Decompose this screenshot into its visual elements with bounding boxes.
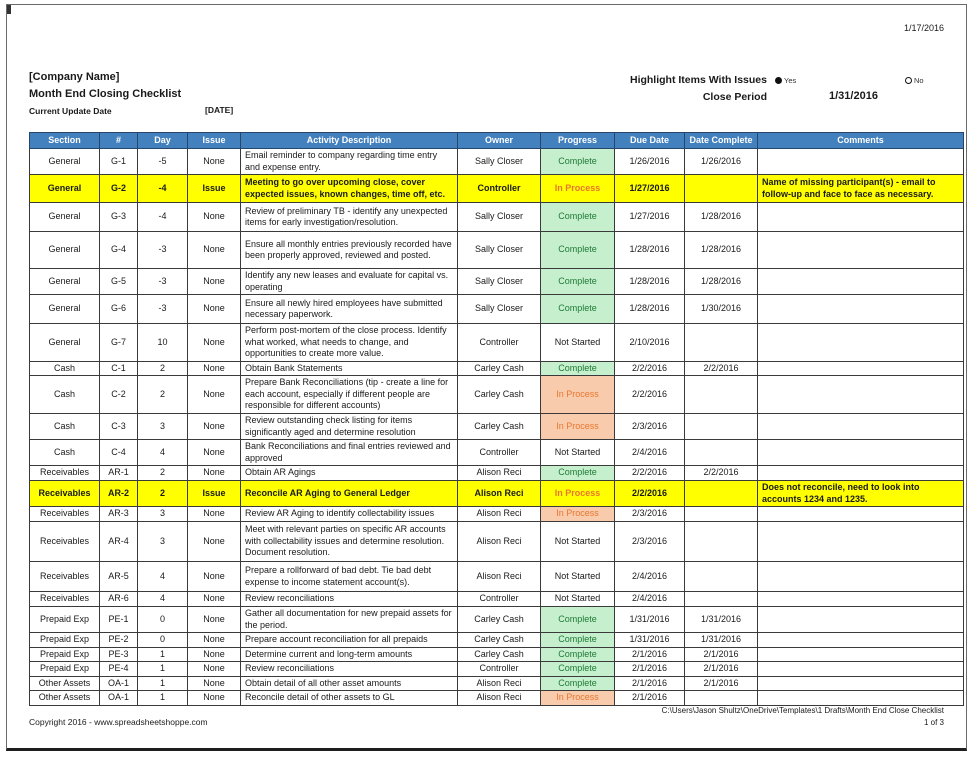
cell-comments <box>758 466 964 481</box>
cell-owner: Carley Cash <box>458 376 541 414</box>
cell-owner: Alison Reci <box>458 676 541 691</box>
cell-due-date: 1/27/2016 <box>615 175 685 203</box>
cell-due-date: 2/2/2016 <box>615 481 685 507</box>
company-name: [Company Name] <box>29 71 120 83</box>
table-row <box>30 414 964 440</box>
cell-activity-description: Obtain AR Agings <box>241 466 458 481</box>
cell-issue: None <box>188 414 241 440</box>
cell-date-complete: 1/31/2016 <box>685 607 758 633</box>
cell-activity-description: Reconcile AR Aging to General Ledger <box>241 481 458 507</box>
cell-owner: Controller <box>458 592 541 607</box>
cell-progress: Complete <box>541 203 615 232</box>
cell-activity-description: Meeting to go over upcoming close, cover expected issues, known changes, time off, etc. <box>241 175 458 203</box>
cell-comments <box>758 203 964 232</box>
cell-comments <box>758 691 964 706</box>
column-header-day: Day <box>138 133 188 149</box>
cell-activity-description: Email reminder to company regarding time entry and expense entry. <box>241 149 458 175</box>
cell-day: 4 <box>138 562 188 592</box>
cell-comments <box>758 440 964 466</box>
cell-owner: Alison Reci <box>458 522 541 562</box>
cell-owner: Carley Cash <box>458 647 541 662</box>
cell-section: Other Assets <box>30 691 100 706</box>
cell-date-complete <box>685 440 758 466</box>
highlight-yes-radio[interactable] <box>775 76 796 85</box>
table-row <box>30 324 964 362</box>
cell-progress: In Process <box>541 376 615 414</box>
footer-file-info <box>662 705 944 729</box>
table-row <box>30 592 964 607</box>
cell-progress: Complete <box>541 149 615 175</box>
spreadsheet-page <box>6 4 967 751</box>
cell-due-date: 2/1/2016 <box>615 676 685 691</box>
cell-due-date: 2/3/2016 <box>615 507 685 522</box>
cell-section: Cash <box>30 376 100 414</box>
cell-section: General <box>30 149 100 175</box>
cell-date-complete <box>685 324 758 362</box>
cell-comments <box>758 361 964 376</box>
cell-section: Prepaid Exp <box>30 607 100 633</box>
cell-due-date: 2/2/2016 <box>615 466 685 481</box>
cell-comments <box>758 232 964 269</box>
cell-date-complete <box>685 175 758 203</box>
cell-owner: Alison Reci <box>458 481 541 507</box>
radio-no-label: No <box>914 76 924 85</box>
cell-activity-description: Identify any new leases and evaluate for capital vs. operating <box>241 269 458 295</box>
cell-progress: Complete <box>541 466 615 481</box>
radio-filled-icon <box>775 77 782 84</box>
column-header-date-complete: Date Complete <box>685 133 758 149</box>
cell-number: PE-4 <box>100 662 138 677</box>
cell-issue: None <box>188 562 241 592</box>
cell-progress: Not Started <box>541 324 615 362</box>
cell-day: -3 <box>138 269 188 295</box>
cell-comments <box>758 507 964 522</box>
table-row <box>30 633 964 648</box>
cell-due-date: 1/31/2016 <box>615 633 685 648</box>
cell-due-date: 2/2/2016 <box>615 361 685 376</box>
highlight-items-label: Highlight Items With Issues <box>629 74 767 86</box>
table-row <box>30 507 964 522</box>
cell-date-complete <box>685 414 758 440</box>
cell-date-complete <box>685 592 758 607</box>
table-row <box>30 295 964 324</box>
cell-issue: None <box>188 361 241 376</box>
cell-number: G-1 <box>100 149 138 175</box>
table-row <box>30 175 964 203</box>
cell-number: PE-1 <box>100 607 138 633</box>
cell-progress: Complete <box>541 607 615 633</box>
cell-number: G-7 <box>100 324 138 362</box>
cell-issue: None <box>188 607 241 633</box>
cell-section: General <box>30 232 100 269</box>
cell-date-complete: 1/30/2016 <box>685 295 758 324</box>
cell-date-complete: 2/2/2016 <box>685 361 758 376</box>
cell-owner: Sally Closer <box>458 203 541 232</box>
cell-issue: None <box>188 232 241 269</box>
cell-number: C-1 <box>100 361 138 376</box>
cell-comments <box>758 295 964 324</box>
cell-due-date: 2/10/2016 <box>615 324 685 362</box>
cell-date-complete: 1/28/2016 <box>685 232 758 269</box>
cell-due-date: 1/28/2016 <box>615 232 685 269</box>
cell-issue: None <box>188 269 241 295</box>
cell-date-complete: 1/26/2016 <box>685 149 758 175</box>
cell-due-date: 1/28/2016 <box>615 269 685 295</box>
cell-day: 3 <box>138 507 188 522</box>
cell-owner: Sally Closer <box>458 149 541 175</box>
cell-due-date: 2/1/2016 <box>615 662 685 677</box>
cell-activity-description: Bank Reconciliations and final entries reviewed and approved <box>241 440 458 466</box>
cell-comments <box>758 149 964 175</box>
cell-due-date: 2/4/2016 <box>615 592 685 607</box>
cell-activity-description: Gather all documentation for new prepaid assets for the period. <box>241 607 458 633</box>
cell-date-complete <box>685 376 758 414</box>
cell-issue: None <box>188 592 241 607</box>
cell-activity-description: Perform post-mortem of the close process. Identify what worked, what needs to change, and opportunities to create more value. <box>241 324 458 362</box>
cell-day: 2 <box>138 376 188 414</box>
table-row <box>30 481 964 507</box>
cell-day: -4 <box>138 175 188 203</box>
cell-number: AR-3 <box>100 507 138 522</box>
cell-comments <box>758 676 964 691</box>
cell-activity-description: Ensure all monthly entries previously recorded have been properly approved, reviewed and posted. <box>241 232 458 269</box>
cell-progress: In Process <box>541 175 615 203</box>
cell-number: AR-1 <box>100 466 138 481</box>
cell-activity-description: Review reconciliations <box>241 662 458 677</box>
cell-day: -3 <box>138 295 188 324</box>
cell-issue: None <box>188 149 241 175</box>
cell-issue: Issue <box>188 481 241 507</box>
table-row <box>30 522 964 562</box>
cell-date-complete <box>685 481 758 507</box>
cell-issue: None <box>188 203 241 232</box>
page-title: Month End Closing Checklist <box>29 88 182 100</box>
cell-issue: None <box>188 676 241 691</box>
cell-owner: Carley Cash <box>458 607 541 633</box>
cell-owner: Sally Closer <box>458 295 541 324</box>
column-header-comments: Comments <box>758 133 964 149</box>
cell-date-complete: 2/2/2016 <box>685 466 758 481</box>
cell-progress: Complete <box>541 647 615 662</box>
cell-due-date: 2/4/2016 <box>615 562 685 592</box>
cell-progress: Not Started <box>541 592 615 607</box>
cell-issue: None <box>188 440 241 466</box>
cell-section: General <box>30 324 100 362</box>
cell-progress: Complete <box>541 295 615 324</box>
cell-number: PE-2 <box>100 633 138 648</box>
cell-due-date: 1/31/2016 <box>615 607 685 633</box>
page-corner-mark <box>7 5 11 14</box>
cell-issue: None <box>188 633 241 648</box>
radio-empty-icon <box>905 77 912 84</box>
cell-section: Receivables <box>30 562 100 592</box>
cell-number: AR-2 <box>100 481 138 507</box>
cell-issue: None <box>188 324 241 362</box>
cell-number: C-4 <box>100 440 138 466</box>
cell-progress: Complete <box>541 269 615 295</box>
cell-number: C-2 <box>100 376 138 414</box>
copyright-text: Copyright 2016 - www.spreadsheetshoppe.com <box>29 717 208 727</box>
cell-due-date: 2/3/2016 <box>615 522 685 562</box>
cell-progress: In Process <box>541 507 615 522</box>
cell-comments <box>758 562 964 592</box>
table-row <box>30 232 964 269</box>
column-header-section: Section <box>30 133 100 149</box>
cell-progress: In Process <box>541 691 615 706</box>
cell-issue: None <box>188 507 241 522</box>
cell-number: G-2 <box>100 175 138 203</box>
cell-date-complete <box>685 562 758 592</box>
cell-due-date: 2/1/2016 <box>615 647 685 662</box>
cell-owner: Carley Cash <box>458 633 541 648</box>
table-header-row <box>30 133 964 149</box>
cell-number: G-3 <box>100 203 138 232</box>
cell-day: 4 <box>138 440 188 466</box>
cell-number: OA-1 <box>100 691 138 706</box>
cell-section: Receivables <box>30 522 100 562</box>
column-header-activity-description: Activity Description <box>241 133 458 149</box>
cell-activity-description: Determine current and long-term amounts <box>241 647 458 662</box>
cell-owner: Controller <box>458 175 541 203</box>
print-date: 1/17/2016 <box>903 23 944 33</box>
cell-comments <box>758 662 964 677</box>
cell-number: AR-6 <box>100 592 138 607</box>
cell-comments <box>758 522 964 562</box>
cell-date-complete: 1/28/2016 <box>685 269 758 295</box>
cell-section: Prepaid Exp <box>30 647 100 662</box>
close-period-value: 1/31/2016 <box>829 90 878 102</box>
table-row <box>30 647 964 662</box>
current-update-date-label: Current Update Date <box>29 106 112 116</box>
cell-activity-description: Review AR Aging to identify collectability issues <box>241 507 458 522</box>
cell-due-date: 2/1/2016 <box>615 691 685 706</box>
cell-activity-description: Review outstanding check listing for items significantly aged and determine resolution <box>241 414 458 440</box>
cell-owner: Alison Reci <box>458 507 541 522</box>
cell-activity-description: Prepare account reconciliation for all prepaids <box>241 633 458 648</box>
cell-comments <box>758 269 964 295</box>
cell-section: Receivables <box>30 507 100 522</box>
cell-section: Prepaid Exp <box>30 662 100 677</box>
table-row <box>30 269 964 295</box>
cell-activity-description: Obtain Bank Statements <box>241 361 458 376</box>
cell-day: 1 <box>138 691 188 706</box>
cell-section: Prepaid Exp <box>30 633 100 648</box>
cell-number: AR-5 <box>100 562 138 592</box>
cell-due-date: 1/26/2016 <box>615 149 685 175</box>
table-row <box>30 691 964 706</box>
cell-date-complete: 2/1/2016 <box>685 676 758 691</box>
cell-owner: Alison Reci <box>458 691 541 706</box>
cell-comments <box>758 324 964 362</box>
cell-day: -3 <box>138 232 188 269</box>
cell-comments <box>758 647 964 662</box>
table-row <box>30 607 964 633</box>
cell-issue: Issue <box>188 175 241 203</box>
cell-activity-description: Meet with relevant parties on specific AR accounts with collectability issues and determine resolution. Document resolution. <box>241 522 458 562</box>
cell-section: Receivables <box>30 466 100 481</box>
cell-number: OA-1 <box>100 676 138 691</box>
cell-activity-description: Obtain detail of all other asset amounts <box>241 676 458 691</box>
cell-day: 10 <box>138 324 188 362</box>
cell-owner: Controller <box>458 440 541 466</box>
cell-day: 3 <box>138 522 188 562</box>
cell-issue: None <box>188 662 241 677</box>
table-row <box>30 361 964 376</box>
cell-due-date: 2/2/2016 <box>615 376 685 414</box>
column-header--: # <box>100 133 138 149</box>
cell-progress: Not Started <box>541 522 615 562</box>
cell-progress: In Process <box>541 414 615 440</box>
cell-issue: None <box>188 295 241 324</box>
table-row <box>30 466 964 481</box>
cell-due-date: 2/4/2016 <box>615 440 685 466</box>
file-path: C:\Users\Jason Shultz\OneDrive\Templates\1 Drafts\Month End Close Checklist <box>661 706 944 715</box>
column-header-owner: Owner <box>458 133 541 149</box>
cell-progress: Complete <box>541 361 615 376</box>
cell-activity-description: Prepare Bank Reconciliations (tip - create a line for each account, especially if different people are responsible for different accounts) <box>241 376 458 414</box>
cell-day: 2 <box>138 361 188 376</box>
cell-day: -4 <box>138 203 188 232</box>
column-header-due-date: Due Date <box>615 133 685 149</box>
table-row <box>30 562 964 592</box>
current-update-date-value: [DATE] <box>205 105 234 115</box>
cell-section: Receivables <box>30 481 100 507</box>
table-row <box>30 662 964 677</box>
cell-day: 4 <box>138 592 188 607</box>
table-row <box>30 676 964 691</box>
radio-yes-label: Yes <box>784 76 797 85</box>
cell-section: Cash <box>30 361 100 376</box>
cell-issue: None <box>188 647 241 662</box>
cell-day: 0 <box>138 607 188 633</box>
highlight-no-radio[interactable] <box>905 76 924 85</box>
cell-progress: Complete <box>541 676 615 691</box>
cell-owner: Sally Closer <box>458 269 541 295</box>
cell-comments <box>758 376 964 414</box>
cell-date-complete <box>685 522 758 562</box>
cell-day: 1 <box>138 676 188 691</box>
cell-date-complete: 1/31/2016 <box>685 633 758 648</box>
cell-comments <box>758 592 964 607</box>
cell-owner: Controller <box>458 662 541 677</box>
cell-number: G-5 <box>100 269 138 295</box>
cell-activity-description: Reconcile detail of other assets to GL <box>241 691 458 706</box>
cell-section: General <box>30 203 100 232</box>
cell-number: PE-3 <box>100 647 138 662</box>
page-number: 1 of 3 <box>923 718 944 727</box>
cell-owner: Alison Reci <box>458 562 541 592</box>
cell-section: General <box>30 269 100 295</box>
cell-owner: Sally Closer <box>458 232 541 269</box>
cell-progress: Complete <box>541 662 615 677</box>
cell-section: Cash <box>30 440 100 466</box>
cell-number: C-3 <box>100 414 138 440</box>
cell-progress: Not Started <box>541 562 615 592</box>
cell-day: 3 <box>138 414 188 440</box>
cell-comments: Does not reconcile, need to look into accounts 1234 and 1235. <box>758 481 964 507</box>
cell-date-complete: 2/1/2016 <box>685 662 758 677</box>
cell-comments <box>758 414 964 440</box>
cell-date-complete <box>685 507 758 522</box>
cell-day: 1 <box>138 647 188 662</box>
cell-due-date: 1/28/2016 <box>615 295 685 324</box>
cell-section: General <box>30 295 100 324</box>
cell-day: 2 <box>138 481 188 507</box>
cell-day: 0 <box>138 633 188 648</box>
cell-comments <box>758 633 964 648</box>
column-header-progress: Progress <box>541 133 615 149</box>
cell-date-complete <box>685 691 758 706</box>
cell-number: AR-4 <box>100 522 138 562</box>
cell-progress: Complete <box>541 633 615 648</box>
cell-section: Other Assets <box>30 676 100 691</box>
cell-day: -5 <box>138 149 188 175</box>
cell-owner: Alison Reci <box>458 466 541 481</box>
table-row <box>30 203 964 232</box>
cell-activity-description: Review reconciliations <box>241 592 458 607</box>
cell-number: G-6 <box>100 295 138 324</box>
cell-activity-description: Prepare a rollforward of bad debt. Tie bad debt expense to income statement account(s). <box>241 562 458 592</box>
cell-issue: None <box>188 376 241 414</box>
cell-progress: Not Started <box>541 440 615 466</box>
table-row <box>30 440 964 466</box>
cell-owner: Controller <box>458 324 541 362</box>
cell-day: 1 <box>138 662 188 677</box>
cell-section: Receivables <box>30 592 100 607</box>
cell-issue: None <box>188 522 241 562</box>
cell-date-complete: 2/1/2016 <box>685 647 758 662</box>
cell-progress: In Process <box>541 481 615 507</box>
cell-date-complete: 1/28/2016 <box>685 203 758 232</box>
cell-due-date: 1/27/2016 <box>615 203 685 232</box>
cell-day: 2 <box>138 466 188 481</box>
cell-owner: Carley Cash <box>458 361 541 376</box>
checklist-table <box>29 132 964 706</box>
cell-issue: None <box>188 691 241 706</box>
cell-section: General <box>30 175 100 203</box>
cell-owner: Carley Cash <box>458 414 541 440</box>
cell-progress: Complete <box>541 232 615 269</box>
cell-comments: Name of missing participant(s) - email to follow-up and face to face as necessary. <box>758 175 964 203</box>
cell-section: Cash <box>30 414 100 440</box>
cell-issue: None <box>188 466 241 481</box>
table-row <box>30 149 964 175</box>
column-header-issue: Issue <box>188 133 241 149</box>
cell-comments <box>758 607 964 633</box>
cell-number: G-4 <box>100 232 138 269</box>
cell-activity-description: Review of preliminary TB - identify any unexpected items for early investigation/resolution. <box>241 203 458 232</box>
cell-due-date: 2/3/2016 <box>615 414 685 440</box>
close-period-label: Close Period <box>702 91 767 103</box>
table-row <box>30 376 964 414</box>
cell-activity-description: Ensure all newly hired employees have submitted necessary paperwork. <box>241 295 458 324</box>
